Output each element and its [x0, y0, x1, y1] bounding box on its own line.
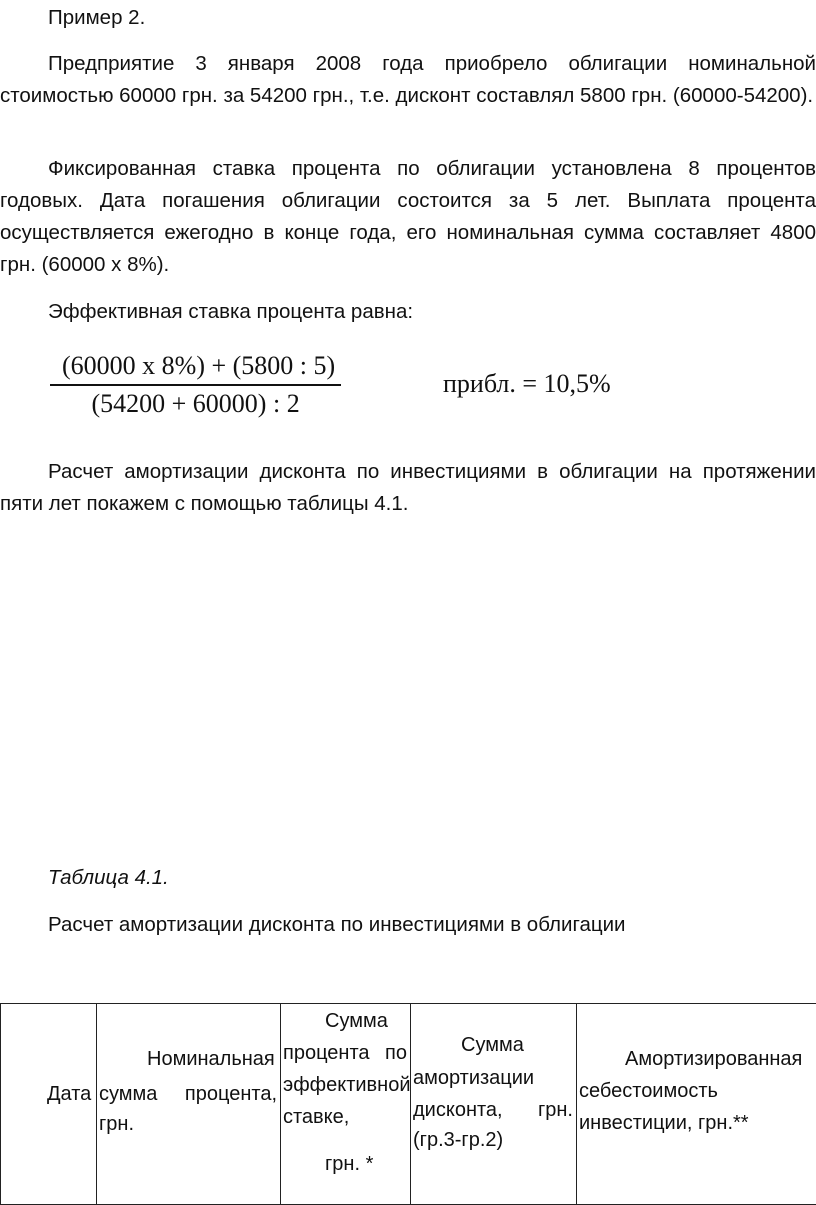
discount-amortization-table	[0, 1003, 816, 1205]
header-cost-line-3: инвестиции, грн.**	[579, 1110, 749, 1137]
formula-fraction	[50, 350, 341, 420]
header-discount-line-4: (гр.3-гр.2)	[413, 1127, 503, 1154]
formula-numerator: (60000 х 8%) + (5800 : 5)	[50, 350, 341, 386]
table-title: Расчет амортизации дисконта по инвестициями в облигации	[48, 909, 808, 941]
header-date	[1, 1004, 97, 1205]
header-amortized-cost	[577, 1004, 816, 1205]
header-discount-line-2: амортизации	[413, 1065, 534, 1092]
header-nominal-line-1: Номинальная	[147, 1046, 275, 1073]
formula-denominator: (54200 + 60000) : 2	[50, 386, 341, 420]
header-discount-line-1: Сумма	[461, 1032, 524, 1059]
header-nominal-interest	[97, 1004, 281, 1205]
header-effective-line-2: процента по	[283, 1040, 407, 1067]
paragraph-table-intro: Расчет амортизации дисконта по инвестициями в облигации на протяжении пяти лет покажем с помощью таблицы 4.1.	[0, 456, 816, 520]
paragraph-purchase: Предприятие 3 января 2008 года приобрело облигации номинальной стоимостью 60000 грн. за 54200 грн., т.е. дисконт составлял 5800 грн. (60000-54200).	[0, 48, 816, 112]
paragraph-effective-rate-intro: Эффективная ставка процента равна:	[48, 296, 748, 328]
header-effective-interest	[281, 1004, 411, 1205]
table-caption: Таблица 4.1.	[48, 862, 748, 894]
header-effective-line-3: эффективной	[283, 1072, 411, 1099]
header-effective-line-1: Сумма	[325, 1008, 388, 1035]
header-date-text: Дата	[47, 1081, 91, 1108]
example-heading: Пример 2.	[48, 2, 748, 34]
paragraph-rate: Фиксированная ставка процента по облигации установлена 8 процентов годовых. Дата погашения облигации состоится за 5 лет. Выплата процента осуществляется ежегодно в конце года, его номинальная сумма составляет 4800 грн. (60000 х 8%).	[0, 153, 816, 281]
effective-rate-formula	[50, 350, 341, 420]
header-effective-line-4: ставке,	[283, 1104, 349, 1131]
table-header-row	[1, 1004, 816, 1205]
header-nominal-line-3: грн.	[99, 1111, 134, 1138]
header-cost-line-2: себестоимость	[579, 1078, 718, 1105]
header-effective-line-5: грн. *	[325, 1151, 373, 1178]
header-discount-amortization	[411, 1004, 577, 1205]
header-cost-line-1: Амортизированная	[625, 1046, 802, 1073]
header-discount-line-3: дисконта, грн.	[413, 1097, 573, 1124]
header-nominal-line-2: сумма процента,	[99, 1081, 277, 1108]
formula-result: прибл. = 10,5%	[443, 368, 611, 400]
